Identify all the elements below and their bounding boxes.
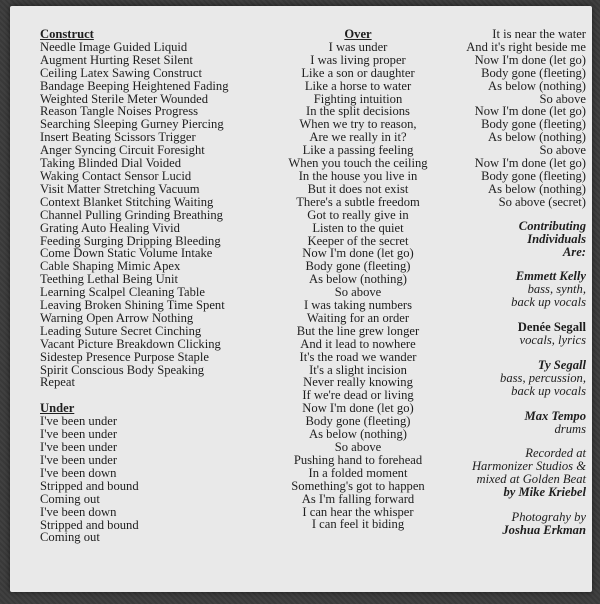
lyric-line: Reason Tangle Noises Progress bbox=[40, 104, 199, 119]
lyric-line: Got to really give in bbox=[307, 207, 409, 222]
credit-emmett-kelly bbox=[440, 270, 586, 309]
engineer-line: by Mike Kriebel bbox=[503, 485, 586, 500]
lyric-line: But it does not exist bbox=[307, 181, 409, 196]
lyric-line: I can feel it biding bbox=[311, 517, 405, 532]
lyric-line: Body gone (fleeting) bbox=[481, 117, 586, 132]
lyric-line: Sidestep Presence Purpose Staple bbox=[40, 349, 209, 364]
lyric-line: As below (nothing) bbox=[309, 427, 407, 442]
lyric-line: If we're dead or living bbox=[302, 388, 414, 403]
photography-credit bbox=[440, 511, 586, 537]
credits-heading-line: Individuals bbox=[527, 231, 586, 246]
credit-max-tempo bbox=[440, 410, 586, 436]
credit-name: Ty Segall bbox=[537, 357, 586, 372]
lyric-line: I was under bbox=[328, 39, 388, 54]
photo-label: Photograhy by bbox=[511, 510, 586, 525]
credits-heading-line: Are: bbox=[562, 244, 586, 259]
lyric-line: I've been under bbox=[40, 440, 118, 455]
lyric-line: Stripped and bound bbox=[40, 517, 139, 532]
lyric-line: I was living proper bbox=[310, 52, 406, 67]
under-lyrics bbox=[40, 415, 280, 544]
lyric-line: Anger Syncing Circuit Foresight bbox=[40, 143, 205, 158]
lyric-line: Grating Auto Healing Vivid bbox=[40, 220, 180, 235]
lyric-line: When we try to reason, bbox=[299, 117, 417, 132]
lyric-line: Visit Matter Stretching Vacuum bbox=[40, 181, 200, 196]
lyric-line: Like a horse to water bbox=[304, 78, 412, 93]
lyric-sheet bbox=[10, 6, 592, 592]
studio-line: mixed at Golden Beat bbox=[476, 472, 586, 487]
lyric-line: Never really knowing bbox=[303, 375, 413, 390]
lyric-line: Stripped and bound bbox=[40, 478, 139, 493]
lyric-line: Pushing hand to forehead bbox=[293, 452, 423, 467]
lyric-line: Augment Hurting Reset Silent bbox=[40, 52, 193, 67]
lyric-line: It's a slight incision bbox=[309, 362, 407, 377]
lyric-line: Coming out bbox=[40, 530, 100, 545]
over-continued-lyrics bbox=[440, 28, 586, 209]
lyric-line: So above bbox=[539, 91, 586, 106]
credit-role: back up vocals bbox=[511, 295, 586, 310]
lyric-line: Like a son or daughter bbox=[301, 65, 415, 80]
lyric-line: So above bbox=[334, 440, 382, 454]
under-title: Under bbox=[40, 401, 75, 416]
lyric-line: Ceiling Latex Sawing Construct bbox=[40, 65, 202, 80]
section-gap bbox=[40, 389, 280, 402]
credit-name: Max Tempo bbox=[524, 408, 586, 423]
lyric-line: But the line grew longer bbox=[296, 323, 420, 338]
credit-ty-segall bbox=[440, 359, 586, 398]
middle-column bbox=[268, 28, 448, 531]
lyric-line: As below (nothing) bbox=[488, 181, 586, 196]
credit-role: drums bbox=[554, 421, 586, 436]
credits-heading-line: Contributing bbox=[518, 218, 586, 233]
lyric-line: It's the road we wander bbox=[299, 349, 417, 364]
lyric-line: Body gone (fleeting) bbox=[305, 414, 411, 429]
lyric-line: Like a passing feeling bbox=[302, 143, 414, 158]
over-lyrics bbox=[268, 41, 448, 531]
lyric-line: Come Down Static Volume Intake bbox=[40, 246, 213, 261]
lyric-line: In the split decisions bbox=[306, 104, 410, 119]
credit-role: bass, percussion, bbox=[500, 370, 586, 385]
lyric-line: Context Blanket Stitching Waiting bbox=[40, 194, 214, 209]
lyric-line: I've been under bbox=[40, 427, 118, 442]
lyric-line: Feeding Surging Dripping Bleeding bbox=[40, 233, 221, 248]
over-title: Over bbox=[344, 27, 372, 41]
lyric-line: There's a subtle freedom bbox=[296, 194, 420, 209]
photographer-name: Joshua Erkman bbox=[502, 523, 586, 537]
lyric-line: Body gone (fleeting) bbox=[481, 168, 586, 183]
lyric-line: In a folded moment bbox=[308, 465, 408, 480]
lyric-line: Learning Scalpel Cleaning Table bbox=[40, 285, 205, 300]
lyric-line: Cable Shaping Mimic Apex bbox=[40, 259, 181, 274]
studio-line: Recorded at bbox=[525, 446, 586, 461]
lyric-line: Leaving Broken Shining Time Spent bbox=[40, 298, 225, 313]
construct-lyrics bbox=[40, 41, 280, 389]
left-column bbox=[40, 28, 280, 544]
lyric-line: It is near the water bbox=[492, 27, 586, 41]
lyric-line: Channel Pulling Grinding Breathing bbox=[40, 207, 223, 222]
lyric-line: Waiting for an order bbox=[306, 310, 410, 325]
credit-name: Emmett Kelly bbox=[515, 269, 586, 284]
lyric-line: I've been under bbox=[40, 453, 118, 467]
lyric-line: So above bbox=[539, 143, 586, 158]
credit-role: bass, synth, bbox=[527, 282, 586, 297]
lyric-line: As below (nothing) bbox=[488, 78, 586, 93]
lyric-line: I can hear the whisper bbox=[302, 504, 414, 519]
lyric-line: As below (nothing) bbox=[309, 272, 407, 287]
credit-denee-segall bbox=[440, 321, 586, 347]
lyric-line: When you touch the ceiling bbox=[288, 156, 428, 171]
studio-line: Harmonizer Studios & bbox=[471, 459, 586, 474]
lyric-line: And it lead to nowhere bbox=[300, 336, 416, 351]
lyric-line: Fighting intuition bbox=[313, 91, 403, 106]
lyric-line: Listen to the quiet bbox=[312, 220, 404, 235]
lyric-line: I was taking numbers bbox=[303, 298, 413, 313]
lyric-line: Now I'm done (let go) bbox=[474, 104, 586, 119]
lyric-line: Now I'm done (let go) bbox=[474, 52, 586, 67]
credit-role: vocals, lyrics bbox=[519, 333, 586, 348]
lyric-line: Something's got to happen bbox=[291, 478, 425, 493]
lyric-line: Now I'm done (let go) bbox=[302, 246, 414, 261]
right-column bbox=[440, 28, 586, 537]
construct-title: Construct bbox=[40, 27, 94, 41]
lyric-line: Vacant Picture Breakdown Clicking bbox=[40, 336, 221, 351]
lyric-line: Waking Contact Sensor Lucid bbox=[40, 168, 192, 183]
lyric-line: Insert Beating Scissors Trigger bbox=[40, 130, 196, 145]
lyric-line: In the house you live in bbox=[298, 168, 418, 183]
lyric-line: Now I'm done (let go) bbox=[302, 401, 414, 416]
lyric-line: So above (secret) bbox=[498, 194, 586, 209]
lyric-line: Bandage Beeping Heightened Fading bbox=[40, 78, 229, 93]
lyric-line: And it's right beside me bbox=[466, 39, 586, 54]
lyric-line: Coming out bbox=[40, 491, 100, 506]
lyric-line: Now I'm done (let go) bbox=[474, 156, 586, 171]
credit-name: Denée Segall bbox=[517, 320, 586, 335]
lyric-line: As I'm falling forward bbox=[301, 491, 415, 506]
lyric-line: Leading Suture Secret Cinching bbox=[40, 323, 202, 338]
lyric-line: Teething Lethal Being Unit bbox=[40, 272, 178, 287]
lyric-line: As below (nothing) bbox=[488, 130, 586, 145]
lyric-line: Body gone (fleeting) bbox=[481, 65, 586, 80]
lyric-line: I've been under bbox=[40, 414, 118, 429]
lyric-line: I've been down bbox=[40, 504, 117, 519]
recording-credit bbox=[440, 447, 586, 499]
lyric-line: Spirit Conscious Body Speaking bbox=[40, 362, 205, 377]
credits-heading bbox=[440, 220, 586, 259]
lyric-line: Keeper of the secret bbox=[307, 233, 409, 248]
lyric-line: Warning Open Arrow Nothing bbox=[40, 310, 194, 325]
lyric-line: Weighted Sterile Meter Wounded bbox=[40, 91, 209, 106]
lyric-line: I've been down bbox=[40, 465, 117, 480]
lyric-line: Searching Sleeping Gurney Piercing bbox=[40, 117, 224, 132]
lyric-line: Are we really in it? bbox=[309, 130, 407, 145]
credit-role: back up vocals bbox=[511, 383, 586, 398]
lyric-line: Body gone (fleeting) bbox=[305, 259, 411, 274]
lyric-line: Repeat bbox=[40, 375, 75, 390]
lyric-line: Taking Blinded Dial Voided bbox=[40, 156, 182, 171]
lyric-line: Needle Image Guided Liquid bbox=[40, 39, 188, 54]
lyric-line: So above bbox=[334, 285, 382, 300]
